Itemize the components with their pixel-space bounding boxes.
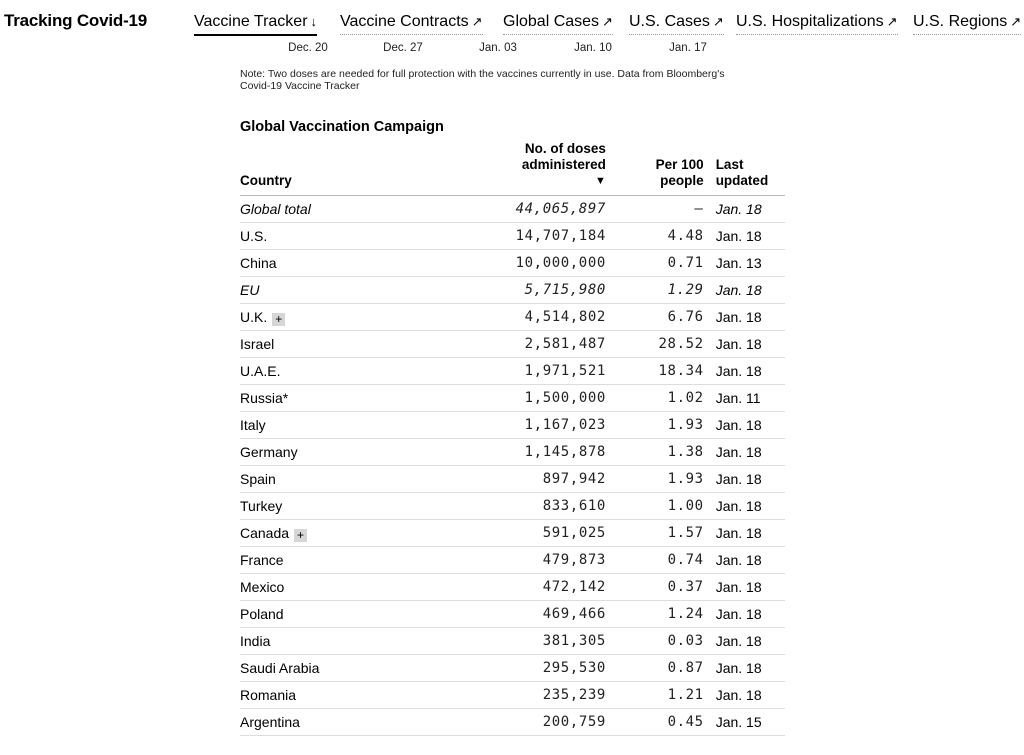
date-label: Jan. 10 bbox=[574, 42, 612, 54]
table-row bbox=[240, 682, 785, 709]
tab-us-cases[interactable] bbox=[629, 10, 724, 35]
table-row bbox=[240, 439, 785, 466]
cell-country bbox=[240, 277, 463, 304]
table-row bbox=[240, 304, 785, 331]
country-name: EU bbox=[240, 282, 260, 298]
cell-doses: 897,942 bbox=[463, 466, 606, 493]
cell-per-100: – bbox=[606, 196, 704, 223]
arrow-up-right-icon: ↗ bbox=[471, 14, 483, 29]
cell-last-updated: Jan. 18 bbox=[704, 574, 785, 601]
cell-country bbox=[240, 439, 463, 466]
cell-doses: 5,715,980 bbox=[463, 277, 606, 304]
table-row bbox=[240, 385, 785, 412]
cell-doses: 472,142 bbox=[463, 574, 606, 601]
vaccination-table bbox=[240, 141, 785, 736]
header-updated-line1: Last bbox=[715, 157, 744, 172]
arrow-down-icon: ↓ bbox=[310, 14, 318, 29]
cell-doses: 479,873 bbox=[463, 547, 606, 574]
cell-last-updated: Jan. 18 bbox=[704, 358, 785, 385]
country-name: Spain bbox=[240, 471, 276, 487]
table-row bbox=[240, 277, 785, 304]
expand-plus-icon[interactable]: + bbox=[272, 313, 285, 326]
cell-last-updated: Jan. 15 bbox=[704, 709, 785, 736]
cell-per-100: 1.38 bbox=[606, 439, 704, 466]
cell-last-updated: Jan. 18 bbox=[704, 304, 785, 331]
cell-country bbox=[240, 331, 463, 358]
arrow-up-right-icon: ↗ bbox=[1010, 14, 1022, 29]
table-row bbox=[240, 412, 785, 439]
table-row bbox=[240, 466, 785, 493]
cell-doses: 469,466 bbox=[463, 601, 606, 628]
cell-per-100: 0.37 bbox=[606, 574, 704, 601]
cell-doses: 4,514,802 bbox=[463, 304, 606, 331]
cell-per-100: 0.45 bbox=[606, 709, 704, 736]
cell-doses: 295,530 bbox=[463, 655, 606, 682]
header-per-100-line1: Per 100 bbox=[655, 157, 704, 172]
country-name: Saudi Arabia bbox=[240, 660, 320, 676]
cell-per-100: 1.02 bbox=[606, 385, 704, 412]
table-row bbox=[240, 250, 785, 277]
cell-doses: 2,581,487 bbox=[463, 331, 606, 358]
cell-last-updated: Jan. 18 bbox=[704, 655, 785, 682]
cell-per-100: 6.76 bbox=[606, 304, 704, 331]
cell-country bbox=[240, 682, 463, 709]
cell-doses: 1,167,023 bbox=[463, 412, 606, 439]
cell-per-100: 1.24 bbox=[606, 601, 704, 628]
country-name: China bbox=[240, 255, 277, 271]
tab-us-hospitalizations[interactable] bbox=[736, 10, 898, 35]
header-per-100-line2: people bbox=[660, 173, 704, 188]
date-label: Jan. 03 bbox=[479, 42, 517, 54]
cell-country bbox=[240, 223, 463, 250]
cell-last-updated: Jan. 18 bbox=[704, 412, 785, 439]
date-label: Dec. 20 bbox=[288, 42, 328, 54]
cell-country bbox=[240, 385, 463, 412]
table-header-row bbox=[240, 141, 785, 196]
cell-country bbox=[240, 412, 463, 439]
cell-last-updated: Jan. 18 bbox=[704, 277, 785, 304]
cell-country bbox=[240, 304, 463, 331]
cell-country bbox=[240, 574, 463, 601]
cell-doses: 235,239 bbox=[463, 682, 606, 709]
cell-last-updated: Jan. 18 bbox=[704, 493, 785, 520]
arrow-up-right-icon: ↗ bbox=[886, 14, 898, 29]
cell-country bbox=[240, 709, 463, 736]
country-name: Global total bbox=[240, 201, 311, 217]
cell-per-100: 1.57 bbox=[606, 520, 704, 547]
cell-country bbox=[240, 358, 463, 385]
tab-label: Vaccine Tracker bbox=[194, 13, 308, 30]
cell-doses: 1,500,000 bbox=[463, 385, 606, 412]
cell-per-100: 4.48 bbox=[606, 223, 704, 250]
cell-last-updated: Jan. 18 bbox=[704, 601, 785, 628]
country-name: India bbox=[240, 633, 271, 649]
country-name: Russia* bbox=[240, 390, 289, 406]
cell-last-updated: Jan. 13 bbox=[704, 250, 785, 277]
tab-label: U.S. Cases bbox=[629, 13, 710, 30]
cell-country bbox=[240, 628, 463, 655]
country-name: Romania bbox=[240, 687, 297, 703]
country-name: U.A.E. bbox=[240, 363, 281, 379]
cell-last-updated: Jan. 18 bbox=[704, 196, 785, 223]
table-row bbox=[240, 520, 785, 547]
cell-per-100: 1.93 bbox=[606, 466, 704, 493]
cell-country bbox=[240, 466, 463, 493]
arrow-up-right-icon: ↗ bbox=[712, 14, 724, 29]
cell-per-100: 0.71 bbox=[606, 250, 704, 277]
tab-us-regions[interactable] bbox=[913, 10, 1021, 35]
header-doses-line2: administered bbox=[521, 157, 606, 172]
cell-doses: 381,305 bbox=[463, 628, 606, 655]
cell-country bbox=[240, 520, 463, 547]
header-country[interactable]: Country bbox=[240, 141, 463, 196]
cell-per-100: 0.03 bbox=[606, 628, 704, 655]
table-row bbox=[240, 331, 785, 358]
cell-doses: 10,000,000 bbox=[463, 250, 606, 277]
table-row bbox=[240, 655, 785, 682]
tab-label: U.S. Hospitalizations bbox=[736, 13, 884, 30]
header-doses-line1: No. of doses bbox=[524, 141, 606, 156]
country-name: Turkey bbox=[240, 498, 283, 514]
country-name: Italy bbox=[240, 417, 266, 433]
table-row bbox=[240, 601, 785, 628]
country-name: Germany bbox=[240, 444, 298, 460]
tab-label: Vaccine Contracts bbox=[340, 13, 469, 30]
cell-doses: 44,065,897 bbox=[463, 196, 606, 223]
country-name: France bbox=[240, 552, 284, 568]
cell-last-updated: Jan. 18 bbox=[704, 223, 785, 250]
cell-per-100: 0.87 bbox=[606, 655, 704, 682]
table-title: Global Vaccination Campaign bbox=[240, 119, 444, 135]
cell-last-updated: Jan. 11 bbox=[704, 385, 785, 412]
cell-last-updated: Jan. 18 bbox=[704, 439, 785, 466]
cell-doses: 833,610 bbox=[463, 493, 606, 520]
country-name: U.S. bbox=[240, 228, 268, 244]
cell-country bbox=[240, 655, 463, 682]
country-name: Canada bbox=[240, 525, 290, 541]
cell-doses: 14,707,184 bbox=[463, 223, 606, 250]
cell-last-updated: Jan. 18 bbox=[704, 520, 785, 547]
table-row bbox=[240, 493, 785, 520]
data-note: Note: Two doses are needed for full protection with the vaccines currently in use. Data from Bloomberg's Covid-19 Vaccine Tracker bbox=[240, 68, 725, 92]
date-axis bbox=[0, 42, 1024, 58]
tab-label: Global Cases bbox=[503, 13, 600, 30]
cell-last-updated: Jan. 18 bbox=[704, 466, 785, 493]
cell-last-updated: Jan. 18 bbox=[704, 682, 785, 709]
cell-per-100: 1.93 bbox=[606, 412, 704, 439]
tab-vaccine-tracker[interactable] bbox=[194, 10, 317, 36]
cell-per-100: 18.34 bbox=[606, 358, 704, 385]
table-row bbox=[240, 223, 785, 250]
cell-country bbox=[240, 250, 463, 277]
country-name: Israel bbox=[240, 336, 275, 352]
country-name: U.K. bbox=[240, 309, 268, 325]
date-label: Dec. 27 bbox=[383, 42, 423, 54]
expand-plus-icon[interactable]: + bbox=[294, 529, 307, 542]
cell-last-updated: Jan. 18 bbox=[704, 547, 785, 574]
page-brand-title: Tracking Covid-19 bbox=[4, 11, 148, 30]
cell-country bbox=[240, 196, 463, 223]
cell-per-100: 1.21 bbox=[606, 682, 704, 709]
date-label: Jan. 17 bbox=[669, 42, 707, 54]
arrow-up-right-icon: ↗ bbox=[602, 14, 613, 29]
cell-per-100: 28.52 bbox=[606, 331, 704, 358]
table-row bbox=[240, 628, 785, 655]
cell-doses: 200,759 bbox=[463, 709, 606, 736]
cell-doses: 1,145,878 bbox=[463, 439, 606, 466]
tab-vaccine-contracts[interactable] bbox=[340, 10, 483, 35]
country-name: Mexico bbox=[240, 579, 285, 595]
header-per-100[interactable] bbox=[606, 141, 704, 196]
cell-per-100: 1.29 bbox=[606, 277, 704, 304]
cell-country bbox=[240, 493, 463, 520]
sort-desc-icon: ▼ bbox=[595, 175, 606, 187]
tab-label: U.S. Regions bbox=[913, 13, 1008, 30]
country-name: Argentina bbox=[240, 714, 300, 730]
cell-last-updated: Jan. 18 bbox=[704, 331, 785, 358]
header-doses[interactable] bbox=[463, 141, 606, 196]
table-row bbox=[240, 358, 785, 385]
cell-per-100: 1.00 bbox=[606, 493, 704, 520]
table-row bbox=[240, 547, 785, 574]
cell-per-100: 0.74 bbox=[606, 547, 704, 574]
cell-country bbox=[240, 601, 463, 628]
table-row bbox=[240, 574, 785, 601]
tab-global-cases[interactable] bbox=[503, 10, 613, 35]
cell-doses: 1,971,521 bbox=[463, 358, 606, 385]
country-name: Poland bbox=[240, 606, 284, 622]
table-row bbox=[240, 196, 785, 223]
table-row bbox=[240, 709, 785, 736]
cell-country bbox=[240, 547, 463, 574]
cell-doses: 591,025 bbox=[463, 520, 606, 547]
cell-last-updated: Jan. 18 bbox=[704, 628, 785, 655]
header-updated-line2: updated bbox=[715, 173, 769, 188]
header-last-updated[interactable] bbox=[704, 141, 785, 196]
